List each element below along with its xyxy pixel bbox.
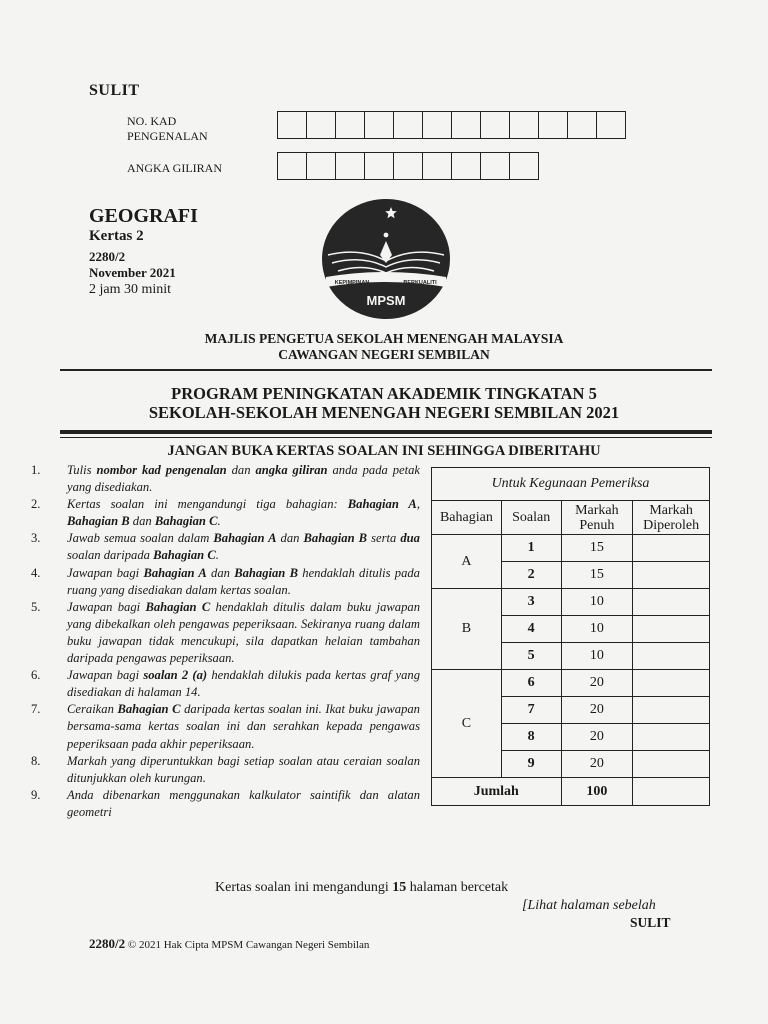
page-count-after: halaman bercetak	[409, 880, 509, 895]
index-number-boxes	[277, 152, 539, 180]
id-card-digit-box[interactable]	[278, 111, 307, 139]
header-question: Soalan	[501, 501, 561, 535]
full-marks-cell: 15	[561, 535, 633, 562]
copyright-text: © 2021 Hak Cipta MPSM Cawangan Negeri Sembilan	[127, 939, 370, 951]
id-card-label-line1: NO. KAD	[127, 114, 177, 128]
subject-name: GEOGRAFI	[89, 205, 198, 227]
logo-name: MPSM	[366, 293, 406, 308]
instruction-item	[30, 565, 420, 599]
question-cell: 9	[501, 751, 561, 778]
full-marks-cell: 10	[561, 616, 633, 643]
question-cell: 1	[501, 535, 561, 562]
instruction-item	[30, 701, 420, 752]
instruction-number: 5.	[31, 599, 41, 614]
id-card-boxes	[277, 111, 626, 139]
warning-text: JANGAN BUKA KERTAS SOALAN INI SEHINGGA DIBERITAHU	[167, 443, 601, 459]
question-cell: 7	[501, 697, 561, 724]
next-page-note: [Lihat halaman sebelah	[522, 898, 656, 913]
divider-top	[60, 369, 712, 371]
instruction-item	[30, 530, 420, 564]
instruction-number: 7.	[31, 702, 41, 717]
classification-label: SULIT	[89, 82, 140, 99]
council-line2: CAWANGAN NEGERI SEMBILAN	[278, 347, 490, 362]
id-card-label	[127, 114, 208, 144]
copyright-line	[89, 936, 369, 952]
id-card-digit-box[interactable]	[394, 111, 423, 139]
total-row	[432, 778, 710, 806]
full-marks-cell: 20	[561, 751, 633, 778]
instructions-list	[30, 462, 420, 821]
header-section: Bahagian	[432, 501, 502, 535]
question-cell: 3	[501, 589, 561, 616]
question-cell: 5	[501, 643, 561, 670]
marks-obtained-cell[interactable]	[633, 643, 710, 670]
header-full-marks-line2: Penuh	[579, 517, 615, 533]
instruction-text: Jawab semua soalan dalam Bahagian A dan Bahagian B serta dua soalan daripada Bahagian C.	[67, 531, 420, 563]
program-line2: SEKOLAH-SEKOLAH MENENGAH NEGERI SEMBILAN 2021	[148, 403, 620, 422]
marks-obtained-cell[interactable]	[633, 616, 710, 643]
divider-thick	[60, 430, 712, 434]
id-card-digit-box[interactable]	[336, 111, 365, 139]
instruction-number: 1.	[31, 463, 41, 477]
marks-row	[432, 535, 710, 562]
id-card-digit-box[interactable]	[307, 111, 336, 139]
logo-ribbon-left-text: KEPIMPINAN	[334, 280, 370, 286]
header-full-marks	[561, 501, 633, 535]
question-cell: 6	[501, 670, 561, 697]
examiner-table-header-row	[432, 501, 710, 535]
instruction-item	[30, 599, 420, 667]
marks-obtained-cell[interactable]	[633, 724, 710, 751]
instruction-text: Jawapan bagi Bahagian C hendaklah ditulis dalam buku jawapan yang dibekalkan oleh pengawas peperiksaan. Sekiranya ruang dalam buku jawapan tidak mencukupi, sila dapatkan helaian tambahan daripada pengawas peperiksaan.	[67, 599, 420, 666]
index-digit-box[interactable]	[278, 152, 307, 180]
instruction-number: 3.	[31, 531, 41, 546]
id-card-digit-box[interactable]	[423, 111, 452, 139]
id-card-digit-box[interactable]	[510, 111, 539, 139]
marks-row	[432, 589, 710, 616]
instruction-number: 4.	[31, 565, 41, 580]
question-cell: 4	[501, 616, 561, 643]
header-obtained-line2: Diperoleh	[643, 517, 700, 533]
full-marks-cell: 10	[561, 589, 633, 616]
mpsm-logo	[320, 197, 452, 321]
program-line1: PROGRAM PENINGKATAN AKADEMIK TINGKATAN 5	[171, 384, 597, 403]
council-line1: MAJLIS PENGETUA SEKOLAH MENENGAH MALAYSIA	[204, 331, 564, 346]
total-full-marks: 100	[561, 778, 633, 806]
id-card-digit-box[interactable]	[539, 111, 568, 139]
examiner-table	[431, 467, 710, 806]
index-digit-box[interactable]	[336, 152, 365, 180]
question-cell: 2	[501, 562, 561, 589]
id-card-digit-box[interactable]	[452, 111, 481, 139]
instruction-item	[30, 667, 420, 701]
index-digit-box[interactable]	[423, 152, 452, 180]
question-cell: 8	[501, 724, 561, 751]
page-count-before: Kertas soalan ini mengandungi	[215, 880, 389, 895]
instruction-number: 9.	[31, 787, 41, 802]
page-count-number: 15	[392, 880, 407, 895]
instruction-text: Kertas soalan ini mengandungi tiga bahagian: Bahagian A, Bahagian B dan Bahagian C.	[67, 497, 420, 529]
paper-number: Kertas 2	[89, 228, 144, 244]
paper-code: 2280/2	[89, 249, 126, 264]
marks-obtained-cell[interactable]	[633, 562, 710, 589]
classification-footer: SULIT	[630, 915, 671, 930]
header-marks-obtained	[633, 501, 710, 535]
index-digit-box[interactable]	[365, 152, 394, 180]
marks-obtained-cell[interactable]	[633, 697, 710, 724]
full-marks-cell: 20	[561, 724, 633, 751]
total-marks-obtained-cell[interactable]	[633, 778, 710, 806]
index-digit-box[interactable]	[394, 152, 423, 180]
id-card-digit-box[interactable]	[597, 111, 626, 139]
index-number-label: ANGKA GILIRAN	[127, 161, 222, 175]
id-card-digit-box[interactable]	[568, 111, 597, 139]
instruction-text: Markah yang diperuntukkan bagi setiap soalan atau ceraian soalan ditunjukkan oleh kurungan.	[67, 753, 420, 785]
instruction-item	[30, 753, 420, 787]
full-marks-cell: 20	[561, 697, 633, 724]
instruction-number: 8.	[31, 753, 41, 768]
full-marks-cell: 15	[561, 562, 633, 589]
exam-date: November 2021	[89, 265, 176, 280]
index-digit-box[interactable]	[452, 152, 481, 180]
marks-obtained-cell[interactable]	[633, 751, 710, 778]
index-digit-box[interactable]	[307, 152, 336, 180]
header-full-marks-line1: Markah	[575, 502, 619, 518]
full-marks-cell: 20	[561, 670, 633, 697]
examiner-table-title: Untuk Kegunaan Pemeriksa	[432, 468, 710, 501]
instruction-number: 6.	[31, 668, 41, 683]
instruction-text: Tulis nombor kad pengenalan dan angka giliran anda pada petak yang disediakan.	[67, 463, 421, 495]
id-card-digit-box[interactable]	[365, 111, 394, 139]
instruction-number: 2.	[31, 497, 41, 512]
exam-duration: 2 jam 30 minit	[89, 282, 172, 297]
instruction-text: Anda dibenarkan menggunakan kalkulator saintifik dan alatan geometri	[67, 787, 420, 819]
instruction-text: Jawapan bagi Bahagian A dan Bahagian B hendaklah ditulis pada ruang yang disediakan dalam kertas soalan.	[67, 565, 420, 597]
page-count-text	[215, 880, 508, 896]
marks-row	[432, 670, 710, 697]
marks-obtained-cell[interactable]	[633, 535, 710, 562]
id-card-digit-box[interactable]	[481, 111, 510, 139]
total-label: Jumlah	[432, 778, 562, 806]
instruction-text: Ceraikan Bahagian C daripada kertas soalan ini. Ikat buku jawapan bersama-sama kertas soalan ini dan serahkan kepada pengawas peperiksaan pada akhir peperiksaan.	[67, 702, 420, 751]
header-obtained-line1: Markah	[649, 502, 693, 518]
marks-obtained-cell[interactable]	[633, 589, 710, 616]
instruction-text: Jawapan bagi soalan 2 (a) hendaklah dilukis pada kertas graf yang disediakan di halaman 14.	[67, 668, 420, 700]
index-digit-box[interactable]	[510, 152, 539, 180]
section-cell: C	[432, 670, 502, 778]
index-digit-box[interactable]	[481, 152, 510, 180]
id-card-label-line2: PENGENALAN	[127, 129, 208, 143]
logo-ribbon-right-text: BERKUALITI	[403, 280, 437, 286]
instruction-item	[30, 787, 420, 821]
full-marks-cell: 10	[561, 643, 633, 670]
marks-obtained-cell[interactable]	[633, 670, 710, 697]
section-cell: B	[432, 589, 502, 670]
divider-thin	[60, 437, 712, 438]
section-cell: A	[432, 535, 502, 589]
instruction-item	[30, 462, 420, 496]
logo-dot	[384, 233, 389, 238]
instruction-item	[30, 496, 420, 530]
copyright-code: 2280/2	[89, 936, 126, 951]
